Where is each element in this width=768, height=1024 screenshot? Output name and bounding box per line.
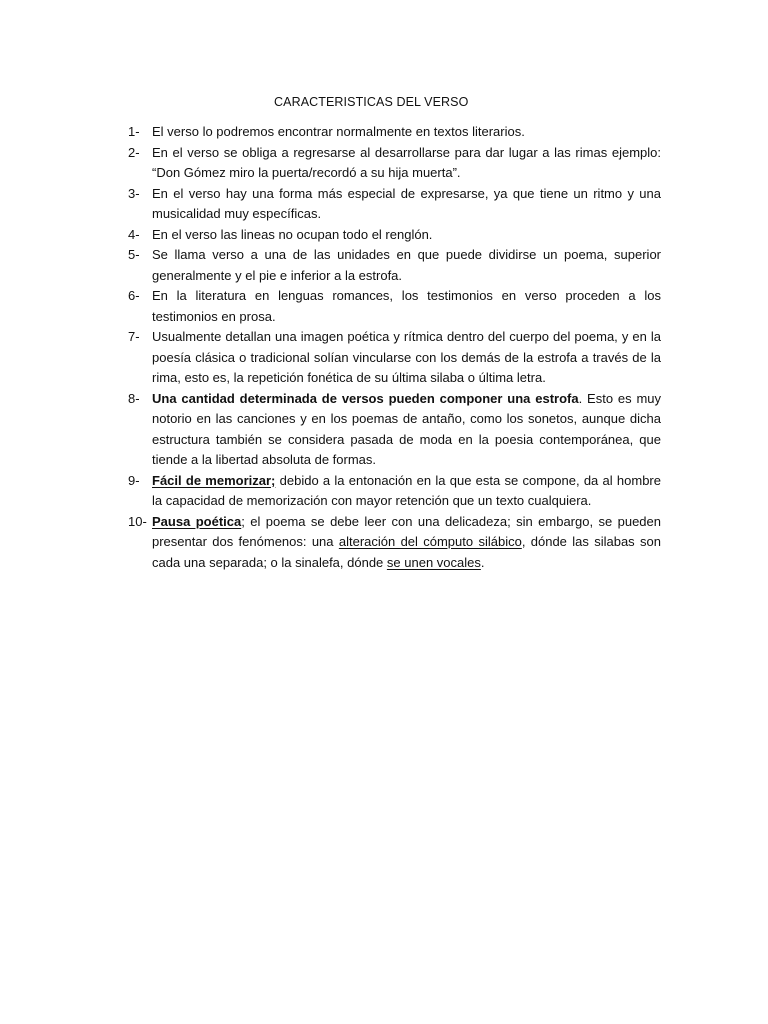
- text-segment: El verso lo podremos encontrar normalmente en textos literarios.: [152, 124, 525, 139]
- list-item-text: [152, 389, 661, 471]
- list-item-number: 4-: [128, 226, 140, 242]
- list-item: [128, 184, 661, 225]
- text-segment: debido a la entonación en la que esta se compone, da al hombre la capacidad de memorización con mayor retención que un texto cualquiera.: [152, 472, 661, 508]
- list-item-text: [152, 245, 661, 286]
- text-segment: En la literatura en lenguas romances, los testimonios en verso proceden a los testimonios en prosa.: [152, 288, 661, 324]
- list-item-text: [152, 143, 661, 184]
- text-segment: En el verso hay una forma más especial de expresarse, ya que tiene un ritmo y una musicalidad muy específicas.: [152, 185, 661, 221]
- list-item: [128, 122, 661, 143]
- list-item-text: [152, 327, 661, 389]
- list-item-text: [152, 286, 661, 327]
- list-item-number: 3-: [128, 185, 140, 201]
- document-title: CARACTERISTICAS DEL VERSO: [274, 95, 469, 109]
- list-item-number: 6-: [128, 288, 140, 303]
- list-item-text: [152, 225, 661, 246]
- text-segment: En el verso se obliga a regresarse al desarrollarse para dar lugar a las rimas ejemplo: “Don Gómez miro la puerta/recordó a su hija muerta”.: [152, 144, 661, 180]
- list-item-number: 1-: [128, 124, 140, 139]
- bold-underlined-term: Fácil de memorizar;: [152, 472, 276, 488]
- list-item-number: 9-: [128, 472, 140, 488]
- text-segment: Se llama verso a una de las unidades en que puede dividirse un poema, superior generalmente y el pie e inferior a la estrofa.: [152, 247, 661, 283]
- text-segment: .: [480, 554, 485, 570]
- list-item: [128, 286, 661, 327]
- underlined-phrase: se unen vocales: [386, 554, 481, 570]
- list-item-number: 10-: [128, 513, 147, 529]
- list-item: [128, 327, 661, 389]
- text-segment: En el verso las lineas no ocupan todo el renglón.: [152, 226, 433, 242]
- bold-phrase: Una cantidad determinada de versos pueden componer una estrofa: [152, 390, 579, 406]
- list-item: [128, 245, 661, 286]
- list-item-number: 2-: [128, 144, 140, 160]
- list-item-number: 8-: [128, 390, 140, 406]
- list-item-text: [152, 512, 661, 574]
- text-segment: ; el poema se debe leer con una delicadeza; sin embargo, se pueden presentar dos fenómenos: una: [152, 513, 661, 549]
- characteristics-list: [128, 122, 661, 573]
- list-item: [128, 512, 661, 574]
- list-item-text: [152, 471, 661, 512]
- list-item: [128, 389, 661, 471]
- bold-underlined-term: Pausa poética: [152, 513, 242, 529]
- underlined-phrase: alteración del cómputo silábico: [338, 534, 522, 549]
- list-item-text: [152, 122, 661, 143]
- list-item: [128, 471, 661, 512]
- list-item-number: 5-: [128, 247, 140, 262]
- list-item-text: [152, 184, 661, 225]
- list-item: [128, 143, 661, 184]
- text-segment: . Esto es muy notorio en las canciones y en los poemas de antaño, como los sonetos, aunque dicha estructura también se considera pasada de moda en la poesia contemporánea, que tiende a la libertad absoluta de formas.: [152, 390, 662, 467]
- list-item-number: 7-: [128, 329, 140, 344]
- text-segment: , dónde las silabas son cada una separada; o la sinalefa, dónde: [152, 534, 661, 570]
- list-item: [128, 225, 661, 246]
- text-segment: Usualmente detallan una imagen poética y rítmica dentro del cuerpo del poema, y en la poesía clásica o tradicional solían vincularse con los demás de la estrofa a través de la rima, esto es, la repetición fonética de su última silaba o última letra.: [152, 329, 661, 385]
